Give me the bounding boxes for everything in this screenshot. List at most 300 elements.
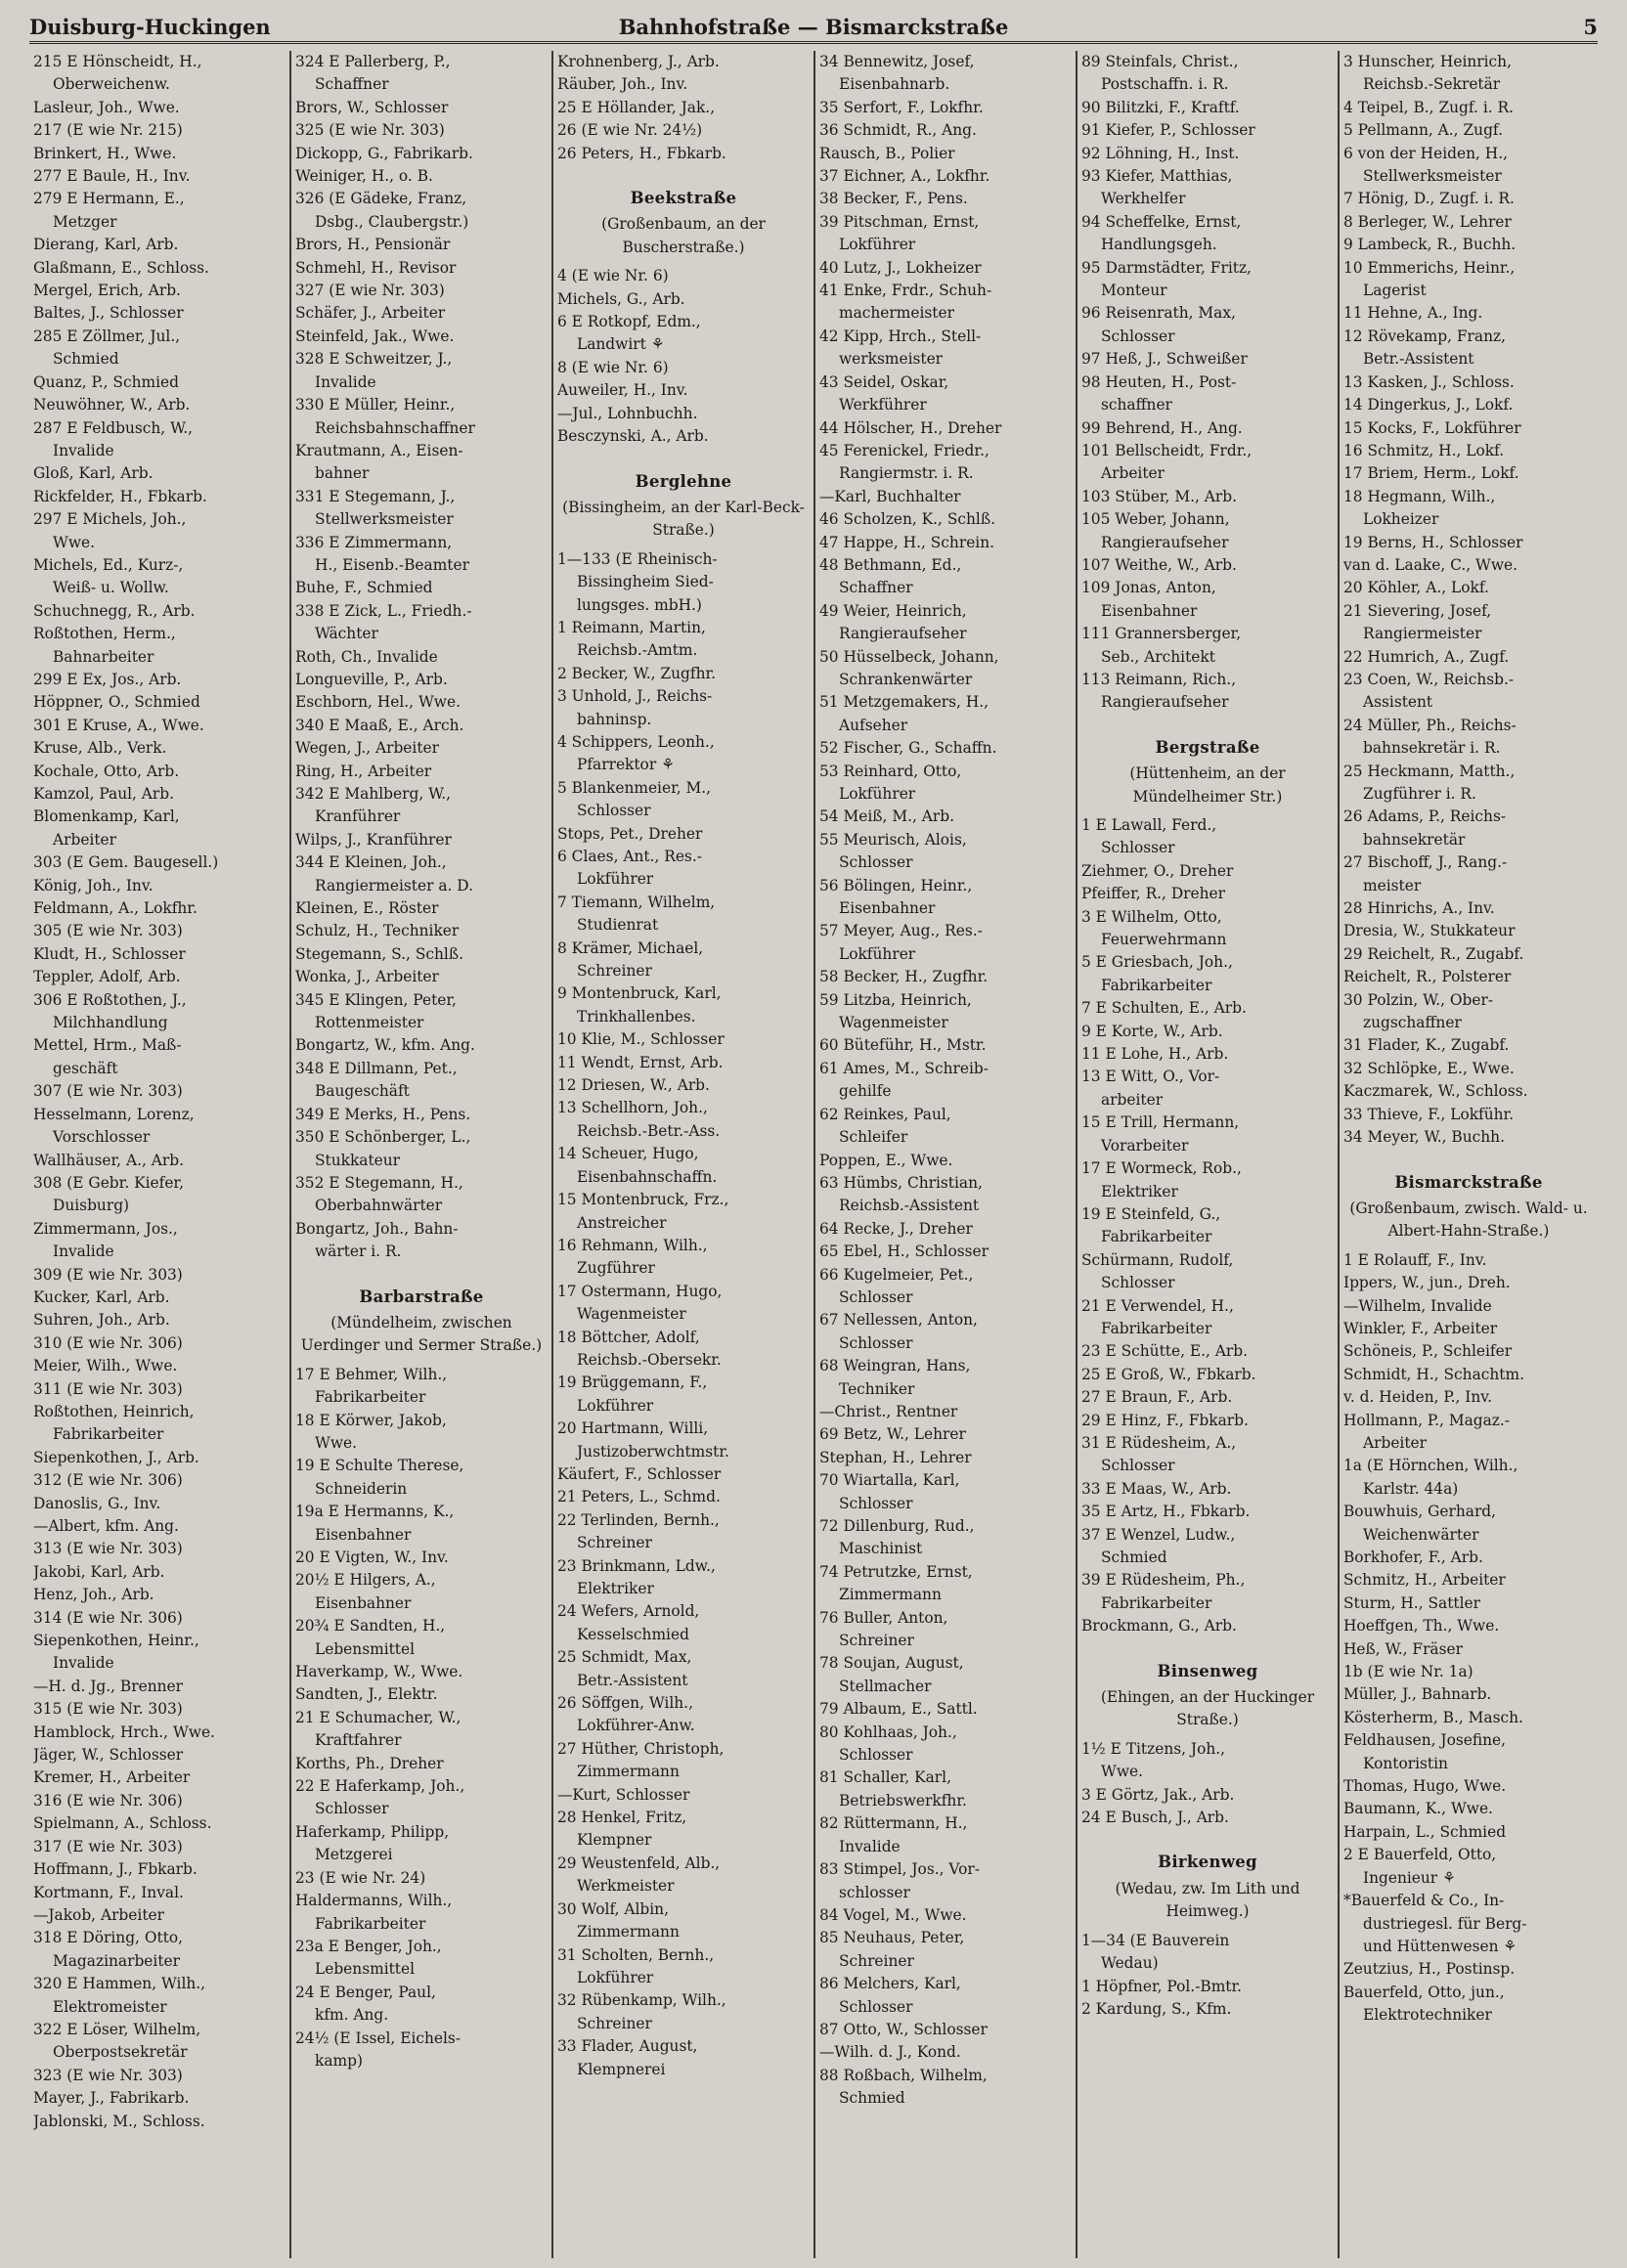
column-3	[553, 51, 815, 2258]
resident-entry: Schuchnegg, R., Arb.	[33, 601, 196, 620]
resident-entry: Roßtothen, Herm.,	[33, 625, 176, 643]
entry-continuation: Handlungsgeh.	[1101, 236, 1217, 254]
resident-entry: Kochale, Otto, Arb.	[33, 762, 180, 780]
resident-entry: Glaßmann, E., Schloss.	[33, 258, 209, 277]
resident-entry: 287 E Feldbusch, W.,	[33, 418, 194, 437]
resident-entry: 41 Enke, Frdr., Schuh-	[819, 282, 992, 300]
resident-entry: Jakobi, Karl, Arb.	[33, 1562, 165, 1581]
resident-entry: Meier, Wilh., Wwe.	[33, 1357, 178, 1375]
column-1	[29, 51, 291, 2258]
resident-entry: 1—133 (E Rheinisch-	[557, 549, 718, 568]
resident-entry: 11 E Lohe, H., Arb.	[1081, 1045, 1229, 1064]
entry-continuation: Wagenmeister	[839, 1014, 948, 1032]
entry-continuation: Schlosser	[1101, 1457, 1175, 1475]
resident-entry: Auweiler, H., Inv.	[557, 381, 688, 400]
resident-entry: 36 Schmidt, R., Ang.	[819, 121, 977, 140]
resident-entry: 47 Happe, H., Schrein.	[819, 533, 995, 551]
resident-entry: 9 E Korte, W., Arb.	[1081, 1022, 1223, 1040]
resident-entry: 342 E Mahlberg, W.,	[295, 785, 452, 803]
resident-entry: Ippers, W., jun., Dreh.	[1343, 1274, 1511, 1292]
entry-continuation: Fabrikarbeiter	[53, 1425, 164, 1444]
resident-entry: 20 Köhler, A., Lokf.	[1343, 579, 1489, 597]
resident-entry: Thomas, Hugo, Wwe.	[1343, 1777, 1507, 1796]
entry-continuation: bahnsekretär i. R.	[1363, 739, 1501, 758]
resident-entry: 285 E Zöllmer, Jul.,	[33, 327, 181, 345]
street-location-note: (Großenbaum, an der Buscherstraße.)	[601, 215, 766, 256]
resident-entry: Hoeffgen, Th., Wwe.	[1343, 1617, 1500, 1636]
columns-container	[29, 51, 1598, 2258]
resident-entry: 349 E Merks, H., Pens.	[295, 1105, 471, 1123]
resident-entry: 17 E Wormeck, Rob.,	[1081, 1159, 1242, 1178]
resident-entry: —Jul., Lohnbuchh.	[557, 404, 698, 422]
street-location-note: (Großenbaum, zwisch. Wald- u. Albert-Hahn-Straße.)	[1349, 1199, 1588, 1241]
resident-entry: 2 Kardung, S., Kfm.	[1081, 1999, 1232, 2018]
entry-continuation: Bahnarbeiter	[53, 647, 154, 666]
resident-entry: Roßtothen, Heinrich,	[33, 1402, 195, 1420]
resident-entry: 81 Schaller, Karl,	[819, 1768, 951, 1787]
entry-continuation: meister	[1363, 876, 1422, 894]
resident-entry: Räuber, Joh., Inv.	[557, 75, 688, 94]
entry-continuation: Techniker	[839, 1379, 915, 1398]
entry-continuation: Invalide	[839, 1837, 901, 1855]
resident-entry: 15 Montenbruck, Frz.,	[557, 1191, 729, 1209]
column-5	[1077, 51, 1340, 2258]
resident-entry: 312 (E wie Nr. 306)	[33, 1471, 183, 1490]
resident-entry: 55 Meurisch, Alois,	[819, 830, 967, 849]
resident-entry: Teppler, Adolf, Arb.	[33, 968, 181, 986]
resident-entry: 13 E Witt, O., Vor-	[1081, 1068, 1220, 1086]
resident-entry: 2 Becker, W., Zugfhr.	[557, 664, 717, 682]
entry-continuation: Rottenmeister	[315, 1014, 424, 1032]
resident-entry: 306 E Roßtothen, J.,	[33, 990, 187, 1009]
resident-entry: 101 Bellscheidt, Frdr.,	[1081, 441, 1253, 459]
entry-continuation: Schneiderin	[315, 1479, 408, 1498]
entry-continuation: Lokführer	[839, 944, 916, 963]
resident-entry: 23a E Benger, Joh.,	[295, 1937, 442, 1955]
resident-entry: Wonka, J., Arbeiter	[295, 968, 439, 986]
entry-continuation: Reichsb.-Sekretär	[1363, 75, 1501, 94]
entry-continuation: Kesselschmied	[577, 1625, 689, 1643]
entry-continuation: Reichsb.-Assistent	[839, 1197, 980, 1215]
resident-entry: 93 Kiefer, Matthias,	[1081, 167, 1233, 186]
resident-entry: 96 Reisenrath, Max,	[1081, 304, 1236, 323]
resident-entry: 6 von der Heiden, H.,	[1343, 144, 1508, 162]
entry-continuation: Rangieraufseher	[1101, 693, 1229, 712]
entry-continuation: Elektromeister	[53, 1997, 167, 2016]
entry-continuation: Fabrikarbeiter	[1101, 1228, 1212, 1246]
resident-entry: 310 (E wie Nr. 306)	[33, 1333, 183, 1352]
entry-continuation: Pfarrektor ⚘	[577, 756, 675, 774]
resident-entry: Höppner, O., Schmied	[33, 693, 200, 712]
resident-entry: König, Joh., Inv.	[33, 876, 154, 894]
resident-entry: 23 E Schütte, E., Arb.	[1081, 1342, 1248, 1361]
entry-continuation: Kontoristin	[1363, 1754, 1448, 1772]
resident-entry: 87 Otto, W., Schlosser	[819, 2020, 988, 2038]
resident-entry: 6 E Rotkopf, Edm.,	[557, 313, 701, 331]
resident-entry: 56 Bölingen, Heinr.,	[819, 876, 973, 894]
resident-entry: 79 Albaum, E., Sattl.	[819, 1700, 978, 1719]
entry-continuation: Schlosser	[839, 1746, 913, 1765]
resident-entry: Henz, Joh., Arb.	[33, 1586, 154, 1604]
resident-entry: 67 Nellessen, Anton,	[819, 1311, 978, 1330]
entry-continuation: kfm. Ang.	[315, 2006, 389, 2025]
entry-continuation: Reichsbahnschaffner	[315, 418, 475, 437]
resident-entry: 43 Seidel, Oskar,	[819, 372, 949, 391]
entry-continuation: Wwe.	[53, 533, 95, 551]
entry-continuation: Metzger	[53, 212, 117, 231]
entry-continuation: Schlosser	[839, 1997, 913, 2016]
resident-entry: 9 Montenbruck, Karl,	[557, 984, 722, 1003]
resident-entry: 344 E Kleinen, Joh.,	[295, 853, 447, 872]
resident-entry: 26 Söffgen, Wilh.,	[557, 1694, 693, 1713]
resident-entry: 1b (E wie Nr. 1a)	[1343, 1663, 1473, 1681]
resident-entry: Zeutzius, H., Postinsp.	[1343, 1960, 1516, 1979]
resident-entry: 352 E Stegemann, H.,	[295, 1173, 463, 1192]
resident-entry: 6 Claes, Ant., Res.-	[557, 848, 702, 865]
resident-entry: Spielmann, A., Schloss.	[33, 1814, 212, 1833]
entry-continuation: schaffner	[1101, 396, 1172, 414]
entry-continuation: Reichsb.-Betr.-Ass.	[577, 1121, 721, 1140]
entry-continuation: Fabrikarbeiter	[1101, 1593, 1212, 1612]
resident-entry: Longueville, P., Arb.	[295, 670, 448, 688]
resident-entry: Käufert, F., Schlosser	[557, 1464, 722, 1483]
entry-continuation: Ingenieur ⚘	[1363, 1868, 1456, 1887]
entry-continuation: Karlstr. 44a)	[1363, 1479, 1459, 1498]
resident-entry: 37 Eichner, A., Lokfhr.	[819, 167, 990, 186]
entry-continuation: Schlosser	[1101, 839, 1175, 857]
resident-entry: Feldhausen, Josefine,	[1343, 1731, 1507, 1750]
resident-entry: 83 Stimpel, Jos., Vor-	[819, 1860, 980, 1879]
resident-entry: 350 E Schönberger, L.,	[295, 1128, 471, 1147]
resident-entry: 1 E Lawall, Ferd.,	[1081, 816, 1217, 834]
resident-entry: 21 E Schumacher, W.,	[295, 1708, 462, 1726]
resident-entry: Mergel, Erich, Arb.	[33, 282, 181, 300]
entry-continuation: Schlosser	[839, 1287, 913, 1306]
resident-entry: v. d. Heiden, P., Inv.	[1343, 1388, 1493, 1407]
entry-continuation: Schmied	[1101, 1548, 1167, 1566]
resident-entry: 26 (E wie Nr. 24½)	[557, 121, 703, 140]
resident-entry: 8 (E wie Nr. 6)	[557, 358, 669, 376]
resident-entry: Lasleur, Joh., Wwe.	[33, 98, 180, 116]
entry-continuation: Oberpostsekretär	[53, 2043, 188, 2062]
resident-entry: 17 Ostermann, Hugo,	[557, 1282, 723, 1300]
resident-entry: 322 E Löser, Wilhelm,	[33, 2020, 201, 2038]
resident-entry: 63 Hümbs, Christian,	[819, 1173, 983, 1192]
entry-continuation: Fabrikarbeiter	[315, 1388, 426, 1407]
resident-entry: 94 Scheffelke, Ernst,	[1081, 212, 1242, 231]
entry-continuation: Postschaffn. i. R.	[1101, 75, 1229, 94]
resident-entry: 336 E Zimmermann,	[295, 533, 453, 551]
resident-entry: Winkler, F., Arbeiter	[1343, 1319, 1498, 1337]
resident-entry: 30 Wolf, Albin,	[557, 1899, 669, 1918]
resident-entry: 25 Schmidt, Max,	[557, 1648, 692, 1667]
entry-continuation: Lokführer-Anw.	[577, 1717, 695, 1735]
entry-continuation: Eisenbahnarb.	[839, 75, 950, 94]
resident-entry: 217 (E wie Nr. 215)	[33, 121, 183, 140]
entry-continuation: Wagenmeister	[577, 1305, 686, 1324]
resident-entry: 82 Rüttermann, H.,	[819, 1814, 968, 1833]
resident-entry: 13 Kasken, J., Schloss.	[1343, 372, 1515, 391]
resident-entry: 33 E Maas, W., Arb.	[1081, 1479, 1232, 1498]
street-heading: Berglehne	[635, 471, 732, 491]
resident-entry: 33 Flader, August,	[557, 2037, 698, 2056]
resident-entry: 1—34 (E Bauverein	[1081, 1931, 1230, 1949]
resident-entry: Danoslis, G., Inv.	[33, 1494, 161, 1512]
entry-continuation: Stellmacher	[839, 1677, 932, 1695]
resident-entry: 52 Fischer, G., Schaffn.	[819, 739, 997, 758]
resident-entry: 42 Kipp, Hrch., Stell-	[819, 327, 982, 345]
entry-continuation: Schreiner	[577, 962, 652, 981]
resident-entry: 19 Brüggemann, F.,	[557, 1374, 708, 1392]
resident-entry: 7 Tiemann, Wilhelm,	[557, 893, 716, 911]
entry-continuation: Lebensmittel	[315, 1960, 416, 1979]
entry-continuation: Elektriker	[1101, 1182, 1178, 1200]
resident-entry: Schmidt, H., Schachtm.	[1343, 1365, 1524, 1383]
resident-entry: Haverkamp, W., Wwe.	[295, 1663, 463, 1681]
resident-entry: Neuwöhner, W., Arb.	[33, 396, 191, 414]
resident-entry: 307 (E wie Nr. 303)	[33, 1082, 183, 1101]
resident-entry: 5 E Griesbach, Joh.,	[1081, 953, 1233, 972]
entry-continuation: Seb., Architekt	[1101, 647, 1215, 666]
resident-entry: Schöneis, P., Schleifer	[1343, 1342, 1513, 1361]
resident-entry: Mayer, J., Fabrikarb.	[33, 2089, 190, 2108]
resident-entry: 315 (E wie Nr. 303)	[33, 1700, 183, 1719]
entry-continuation: Zimmermann	[839, 1586, 942, 1604]
resident-entry: 74 Petrutzke, Ernst,	[819, 1562, 973, 1581]
resident-entry: 90 Bilitzki, F., Kraftf.	[1081, 98, 1240, 116]
resident-entry: Weiniger, H., o. B.	[295, 167, 433, 186]
resident-entry: 331 E Stegemann, J.,	[295, 487, 456, 505]
resident-entry: 3 Hunscher, Heinrich,	[1343, 53, 1512, 70]
resident-entry: —Kurt, Schlosser	[557, 1785, 690, 1804]
resident-entry: —Albert, kfm. Ang.	[33, 1517, 179, 1535]
resident-entry: 3 E Wilhelm, Otto,	[1081, 907, 1222, 926]
resident-entry: 29 Weustenfeld, Alb.,	[557, 1854, 721, 1872]
entry-continuation: Assistent	[1363, 693, 1433, 712]
header-left-locality: Duisburg-Huckingen	[29, 14, 271, 39]
resident-entry: Kludt, H., Schlosser	[33, 944, 186, 963]
resident-entry: Rausch, B., Polier	[819, 144, 955, 162]
resident-entry: 17 E Behmer, Wilh.,	[295, 1365, 448, 1383]
resident-entry: 50 Hüsselbeck, Johann,	[819, 647, 999, 666]
resident-entry: Schäfer, J., Arbeiter	[295, 304, 446, 323]
resident-entry: Sturm, H., Sattler	[1343, 1593, 1480, 1612]
resident-entry: Stops, Pet., Dreher	[557, 824, 703, 843]
resident-entry: 328 E Schweitzer, J.,	[295, 350, 453, 369]
entry-continuation: Elektrotechniker	[1363, 2006, 1492, 2025]
entry-continuation: Fabrikarbeiter	[1101, 1319, 1212, 1337]
street-location-note: (Hüttenheim, an der Mündelheimer Str.)	[1129, 764, 1286, 806]
resident-entry: 25 Heckmann, Matth.,	[1343, 762, 1516, 780]
resident-entry: 113 Reimann, Rich.,	[1081, 670, 1237, 688]
resident-entry: 21 Peters, L., Schmd.	[557, 1488, 721, 1506]
entry-continuation: Fabrikarbeiter	[315, 1914, 426, 1933]
entry-continuation: Aufseher	[839, 716, 908, 734]
resident-entry: 31 Flader, K., Zugabf.	[1343, 1036, 1510, 1055]
resident-entry: 4 (E wie Nr. 6)	[557, 267, 669, 285]
resident-entry: 48 Bethmann, Ed.,	[819, 555, 962, 574]
street-location-note: (Ehingen, an der Huckinger Straße.)	[1100, 1688, 1315, 1729]
resident-entry: 15 E Trill, Hermann,	[1081, 1113, 1240, 1132]
resident-entry: Brockmann, G., Arb.	[1081, 1617, 1237, 1636]
resident-entry: 320 E Hammen, Wilh.,	[33, 1975, 206, 1993]
resident-entry: 299 E Ex, Jos., Arb.	[33, 670, 182, 688]
resident-entry: 86 Melchers, Karl,	[819, 1975, 961, 1993]
resident-entry: 19 E Schulte Therese,	[295, 1457, 464, 1475]
resident-entry: Brors, W., Schlosser	[295, 98, 449, 116]
entry-continuation: Bissingheim Sied-	[577, 573, 714, 591]
resident-entry: 14 Scheuer, Hugo,	[557, 1145, 699, 1163]
resident-entry: 20 Hartmann, Willi,	[557, 1419, 709, 1438]
resident-entry: 9 Lambeck, R., Buchh.	[1343, 236, 1517, 254]
resident-entry: 215 E Hönscheidt, H.,	[33, 53, 202, 70]
resident-entry: 314 (E wie Nr. 306)	[33, 1608, 183, 1627]
resident-entry: Stegemann, S., Schlß.	[295, 944, 464, 963]
resident-entry: van d. Laake, C., Wwe.	[1343, 555, 1517, 574]
resident-entry: 303 (E Gem. Baugesell.)	[33, 853, 219, 872]
entry-continuation: dustriegesl. für Berg-	[1363, 1914, 1527, 1933]
resident-entry: Poppen, E., Wwe.	[819, 1151, 953, 1169]
resident-entry: 13 Schellhorn, Joh.,	[557, 1099, 708, 1117]
resident-entry: 34 Bennewitz, Josef,	[819, 53, 975, 70]
resident-entry: 323 (E wie Nr. 303)	[33, 2066, 183, 2084]
resident-entry: Quanz, P., Schmied	[33, 372, 179, 391]
street-heading: Beekstraße	[630, 189, 737, 208]
resident-entry: 31 E Rüdesheim, A.,	[1081, 1433, 1237, 1452]
resident-entry: Kamzol, Paul, Arb.	[33, 785, 175, 803]
resident-entry: Dickopp, G., Fabrikarb.	[295, 144, 473, 162]
resident-entry: Feldmann, A., Lokfhr.	[33, 899, 198, 918]
entry-continuation: Oberweichenw.	[53, 75, 170, 94]
resident-entry: Schmitz, H., Arbeiter	[1343, 1571, 1506, 1590]
entry-continuation: Landwirt ⚘	[577, 335, 665, 354]
resident-entry: 98 Heuten, H., Post-	[1081, 372, 1237, 391]
entry-continuation: wärter i. R.	[315, 1243, 402, 1261]
resident-entry: 91 Kiefer, P., Schlosser	[1081, 121, 1255, 140]
resident-entry: Hesselmann, Lorenz,	[33, 1105, 195, 1123]
resident-entry: 65 Ebel, H., Schlosser	[819, 1243, 989, 1261]
entry-continuation: Wedau)	[1101, 1954, 1159, 1973]
entry-continuation: Wächter	[315, 625, 378, 643]
resident-entry: 66 Kugelmeier, Pet.,	[819, 1265, 974, 1284]
resident-entry: Dierang, Karl, Arb.	[33, 236, 179, 254]
resident-entry: 23 Coen, W., Reichsb.-	[1343, 670, 1515, 688]
resident-entry: 7 Hönig, D., Zugf. i. R.	[1343, 190, 1515, 208]
entry-continuation: zugschaffner	[1363, 1014, 1462, 1032]
resident-entry: Siepenkothen, Heinr.,	[33, 1632, 199, 1650]
entry-continuation: und Hüttenwesen ⚘	[1363, 1937, 1517, 1955]
resident-entry: 32 Schlöpke, E., Wwe.	[1343, 1059, 1515, 1077]
resident-entry: 21 E Verwendel, H.,	[1081, 1296, 1234, 1315]
entry-continuation: lungsges. mbH.)	[577, 595, 702, 614]
entry-continuation: Wwe.	[1101, 1763, 1143, 1781]
entry-continuation: Justizoberwchtmstr.	[577, 1442, 729, 1461]
resident-entry: 30 Polzin, W., Ober-	[1343, 990, 1494, 1009]
resident-entry: 16 Rehmann, Wilh.,	[557, 1236, 708, 1254]
resident-entry: 60 Büteführ, H., Mstr.	[819, 1036, 987, 1055]
entry-continuation: Schleifer	[839, 1128, 908, 1147]
resident-entry: 1a (E Hörnchen, Wilh.,	[1343, 1457, 1518, 1475]
resident-entry: 305 (E wie Nr. 303)	[33, 922, 183, 940]
entry-continuation: Arbeiter	[1101, 464, 1165, 483]
resident-entry: 21 Sievering, Josef,	[1343, 601, 1492, 620]
resident-entry: 64 Recke, J., Dreher	[819, 1219, 973, 1238]
entry-continuation: Feuerwehrmann	[1101, 931, 1227, 949]
column-4	[815, 51, 1077, 2258]
entry-continuation: Anstreicher	[577, 1213, 667, 1232]
resident-entry: 80 Kohlhaas, Joh.,	[819, 1723, 957, 1741]
resident-entry: 5 Blankenmeier, M.,	[557, 778, 712, 797]
resident-entry: 317 (E wie Nr. 303)	[33, 1837, 183, 1855]
entry-continuation: Metzgerei	[315, 1846, 393, 1864]
resident-entry: Steinfeld, Jak., Wwe.	[295, 327, 455, 345]
resident-entry: 69 Betz, W., Lehrer	[819, 1425, 966, 1444]
resident-entry: 23 (E wie Nr. 24)	[295, 1868, 426, 1887]
resident-entry: 58 Becker, H., Zugfhr.	[819, 968, 989, 986]
resident-entry: 38 Becker, F., Pens.	[819, 190, 968, 208]
entry-continuation: bahninsp.	[577, 710, 652, 728]
resident-entry: Kremer, H., Arbeiter	[33, 1768, 191, 1787]
entry-continuation: Klempnerei	[577, 2060, 666, 2078]
entry-continuation: Eisenbahnschaffn.	[577, 1167, 718, 1186]
resident-entry: Schürmann, Rudolf,	[1081, 1250, 1234, 1269]
resident-entry: 15 Kocks, F., Lokführer	[1343, 418, 1521, 437]
resident-entry: 37 E Wenzel, Ludw.,	[1081, 1525, 1236, 1544]
resident-entry: Hollmann, P., Magaz.-	[1343, 1411, 1510, 1429]
resident-entry: 3 Unhold, J., Reichs-	[557, 687, 713, 706]
resident-entry: Gloß, Karl, Arb.	[33, 464, 154, 483]
resident-entry: 46 Scholzen, K., Schlß.	[819, 510, 995, 529]
resident-entry: 35 Serfort, F., Lokfhr.	[819, 98, 984, 116]
entry-continuation: machermeister	[839, 304, 954, 323]
street-location-note: (Bissingheim, an der Karl-Beck-Straße.)	[562, 498, 805, 540]
resident-entry: 24 E Busch, J., Arb.	[1081, 1809, 1229, 1827]
resident-entry: Korths, Ph., Dreher	[295, 1754, 444, 1772]
entry-continuation: Studienrat	[577, 916, 659, 935]
entry-continuation: Monteur	[1101, 282, 1167, 300]
resident-entry: Eschborn, Hel., Wwe.	[295, 693, 461, 712]
entry-continuation: Schrankenwärter	[839, 670, 973, 688]
resident-entry: Krohnenberg, J., Arb.	[557, 53, 720, 70]
resident-entry: Besczynski, A., Arb.	[557, 427, 709, 446]
resident-entry: 111 Grannersberger,	[1081, 625, 1242, 643]
resident-entry: 109 Jonas, Anton,	[1081, 579, 1216, 597]
resident-entry: 22 Humrich, A., Zugf.	[1343, 647, 1510, 666]
resident-entry: 308 (E Gebr. Kiefer,	[33, 1173, 184, 1192]
entry-continuation: Magazinarbeiter	[53, 1951, 180, 1970]
entry-continuation: Arbeiter	[1363, 1433, 1428, 1452]
resident-entry: 49 Weier, Heinrich,	[819, 601, 967, 620]
entry-continuation: Eisenbahner	[839, 899, 936, 918]
resident-entry: Mettel, Hrm., Maß-	[33, 1036, 182, 1055]
resident-entry: Bauerfeld, Otto, jun.,	[1343, 1983, 1505, 2001]
entry-continuation: Fabrikarbeiter	[1101, 976, 1212, 994]
resident-entry: 85 Neuhaus, Peter,	[819, 1929, 965, 1947]
resident-entry: 78 Soujan, August,	[819, 1654, 964, 1673]
resident-entry: Kösterherm, B., Masch.	[1343, 1708, 1523, 1726]
resident-entry: Kaczmarek, W., Schloss.	[1343, 1082, 1528, 1101]
resident-entry: 18 E Körwer, Jakob,	[295, 1411, 447, 1429]
entry-continuation: Stellwerksmeister	[315, 510, 454, 529]
street-location-note: (Mündelheim, zwischen Uerdinger und Sermer Straße.)	[300, 1313, 543, 1355]
entry-continuation: Elektriker	[577, 1580, 654, 1597]
resident-entry: Kruse, Alb., Verk.	[33, 739, 167, 758]
resident-entry: 316 (E wie Nr. 306)	[33, 1791, 183, 1810]
entry-continuation: Schlosser	[577, 802, 651, 820]
resident-entry: 57 Meyer, Aug., Res.-	[819, 922, 983, 940]
resident-entry: Haferkamp, Philipp,	[295, 1822, 450, 1841]
entry-continuation: Zugführer i. R.	[1363, 785, 1476, 803]
